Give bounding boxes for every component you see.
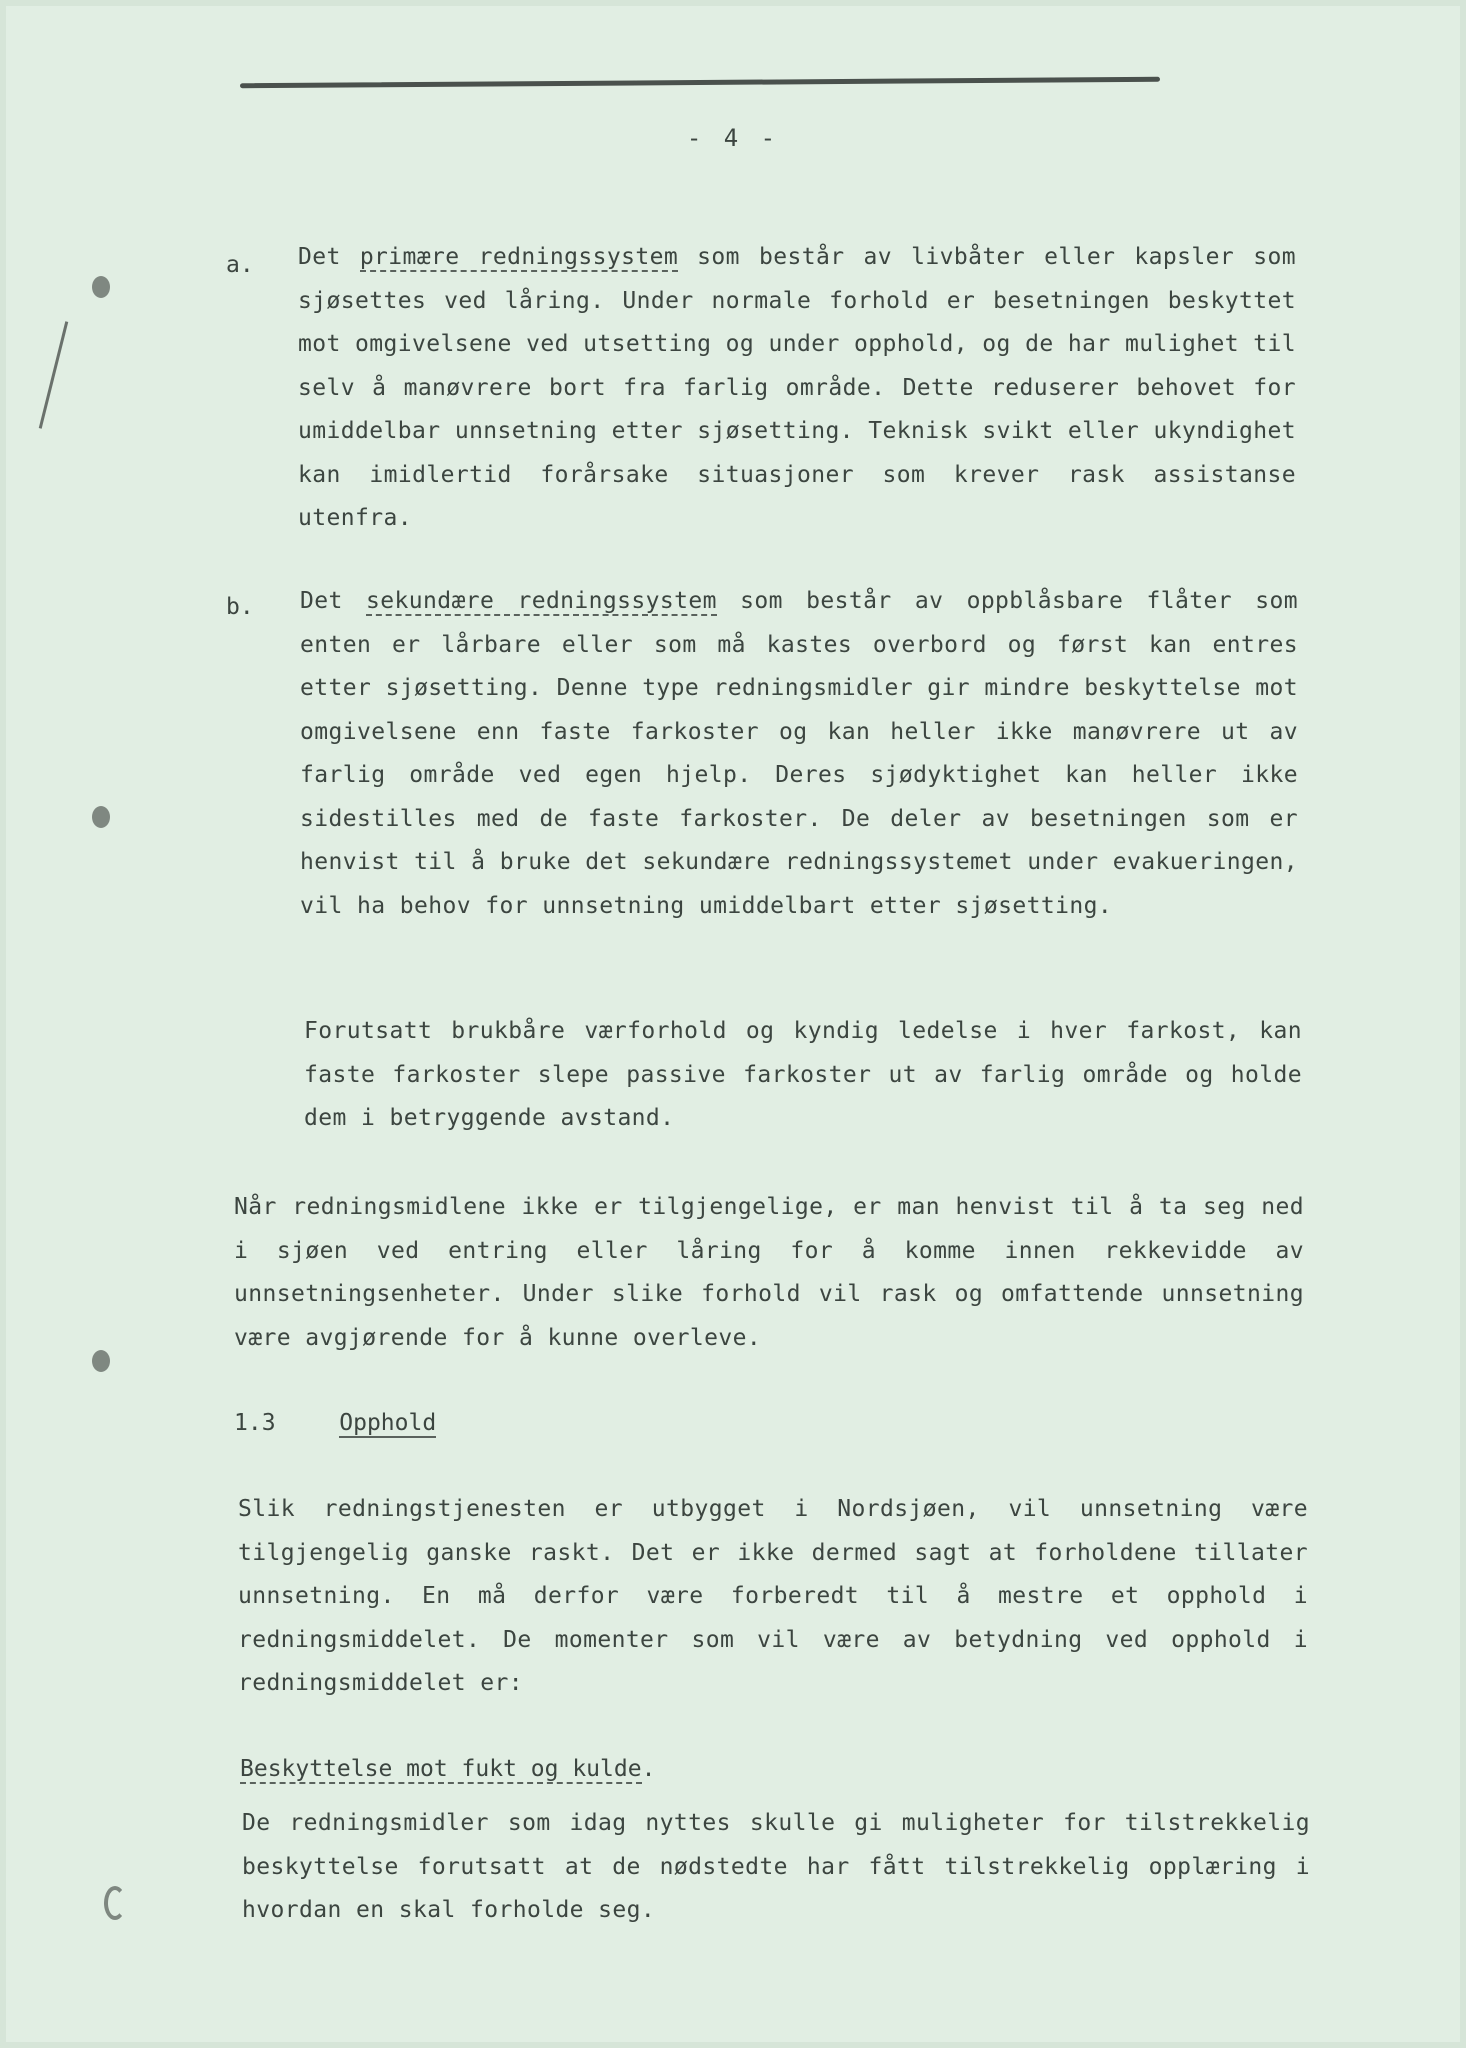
towing-paragraph xyxy=(304,1010,1302,1141)
punch-hole xyxy=(92,806,110,828)
item-a-paragraph xyxy=(298,236,1296,541)
subheading xyxy=(240,1756,655,1782)
sea-entry-paragraph xyxy=(234,1186,1304,1360)
item-a-term: primære redningssystem xyxy=(359,244,679,270)
item-b-term: sekundære redningssystem xyxy=(365,588,717,614)
towing-text: Forutsatt brukbåre værforhold og kyndig ledelse i hver farkost, kan faste farkoster slepe passive farkoster ut av farlig område og holde dem i betryggende avstand. xyxy=(304,1018,1302,1131)
punch-hole xyxy=(92,276,110,298)
page-number: - 4 - xyxy=(686,124,780,152)
item-b-paragraph xyxy=(300,580,1298,928)
stay-paragraph xyxy=(238,1488,1308,1706)
item-b-marker: b. xyxy=(226,594,254,620)
item-b-lead: Det xyxy=(300,588,366,614)
section-title: Opphold xyxy=(339,1410,437,1436)
top-rule xyxy=(240,77,1160,88)
subheading-title: Beskyttelse mot fukt og kulde xyxy=(240,1756,642,1782)
protection-text: De redningsmidler som idag nyttes skulle gi muligheter for tilstrekkelig beskyttelse forutsatt at de nødstedte har fått tilstrekkelig opplæring i hvordan en skal forholde seg. xyxy=(242,1810,1310,1923)
item-b-text: som består av oppblåsbare flåter som enten er lårbare eller som må kastes overbord og først kan entres etter sjøsetting. Denne type redningsmidler gir mindre beskyttelse mot omgivelsene enn faste farkoster og kan heller ikke manøvrere ut av farlig område ved egen hjelp. Deres sjødyktighet kan heller ikke sidestilles med de faste farkoster. De deler av besetningen som er henvist til å bruke det sekundære redningssystemet under evakueringen, vil ha behov for unnsetning umiddelbart etter sjøsetting. xyxy=(300,588,1298,919)
item-a-marker: a. xyxy=(226,252,254,278)
punch-hole xyxy=(104,1886,126,1920)
section-number: 1.3 xyxy=(234,1410,276,1436)
section-heading xyxy=(234,1410,436,1436)
subheading-suffix: . xyxy=(641,1756,656,1782)
item-a-text: som består av livbåter eller kapsler som sjøsettes ved låring. Under normale forhold er besetningen beskyttet mot omgivelsene ved utsetting og under opphold, og de har mulighet til selv å manøvrere bort fra farlig område. Dette reduserer behovet for umiddelbar unnsetning etter sjøsetting. Teknisk svikt eller ukyndighet kan imidlertid forårsake situasjoner som krever rask assistanse utenfra. xyxy=(298,244,1296,531)
protection-paragraph xyxy=(242,1802,1310,1933)
item-a-lead: Det xyxy=(298,244,360,270)
sea-entry-text: Når redningsmidlene ikke er tilgjengelige, er man henvist til å ta seg ned i sjøen ved entring eller låring for å komme innen rekkevidde av unnsetningsenheter. Under slike forhold vil rask og omfattende unnsetning være avgjørende for å kunne overleve. xyxy=(234,1194,1304,1351)
stay-text: Slik redningstjenesten er utbygget i Nordsjøen, vil unnsetning være tilgjengelig ganske raskt. Det er ikke dermed sagt at forholdene tillater unnsetning. En må derfor være forberedt til å mestre et opphold i redningsmiddelet. De momenter som vil være av betydning ved opphold i redningsmiddelet er: xyxy=(238,1496,1308,1696)
punch-hole xyxy=(92,1350,110,1372)
margin-pen-stroke xyxy=(39,321,69,428)
